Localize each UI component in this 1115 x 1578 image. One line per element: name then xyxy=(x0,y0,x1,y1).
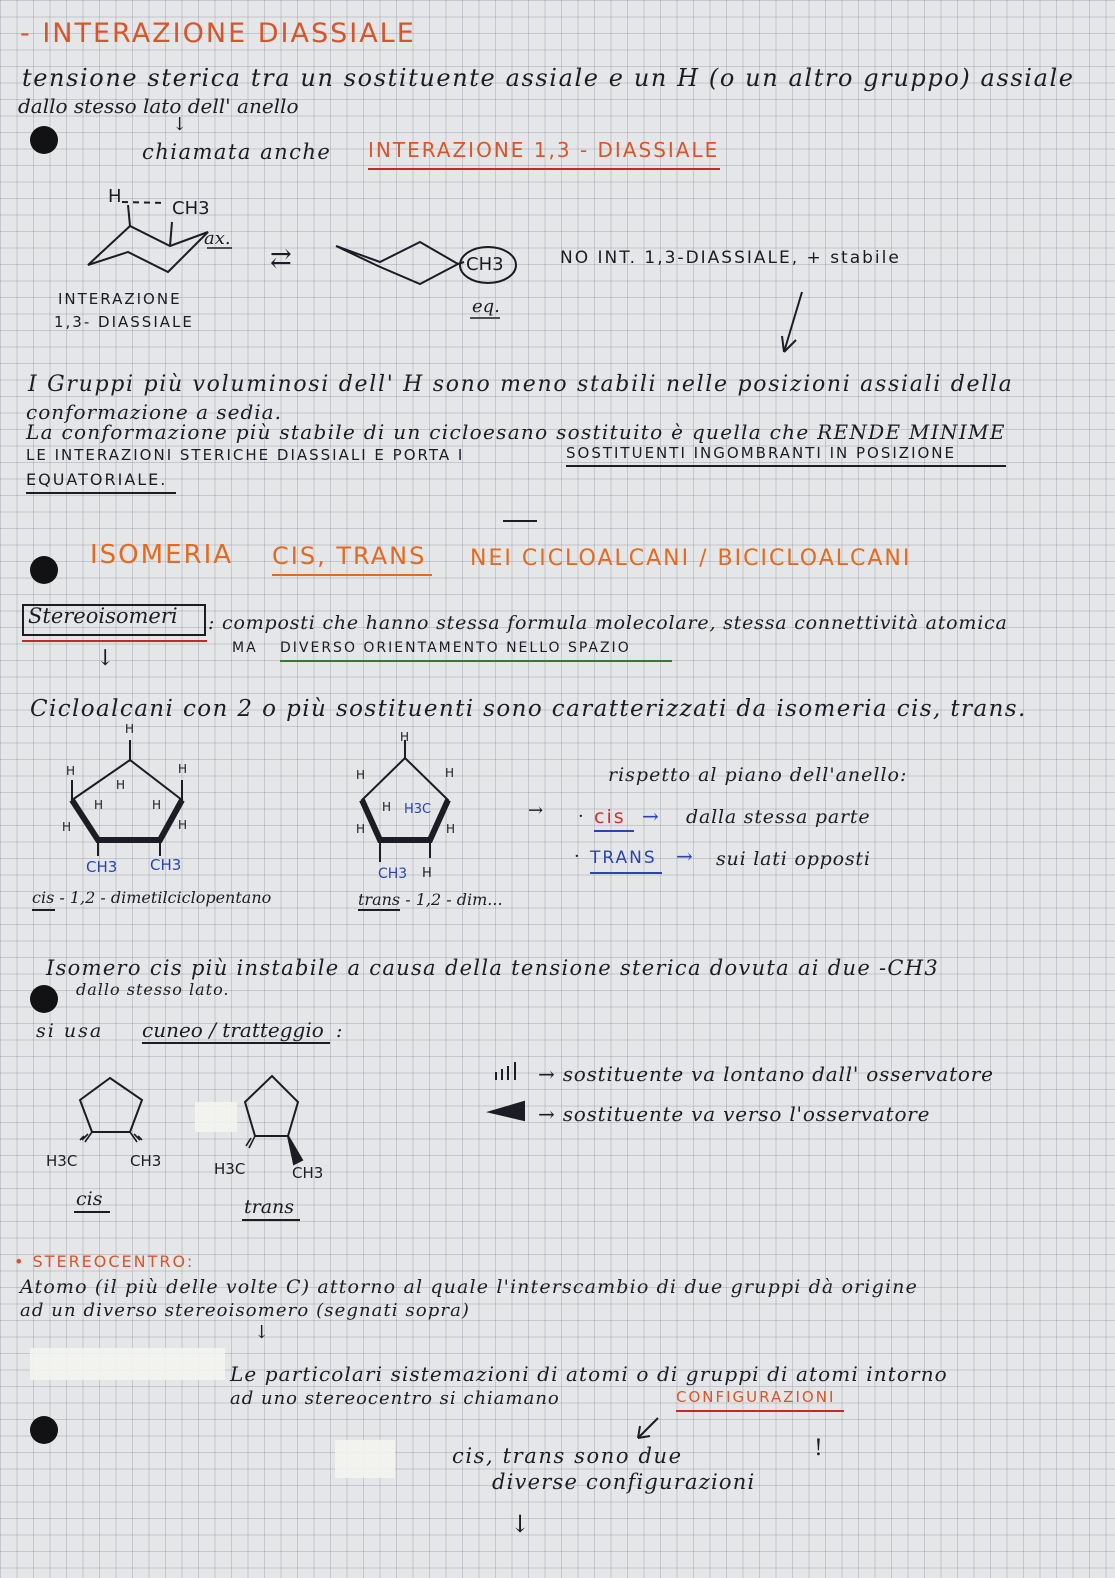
cis-trans-line-2: diverse configurazioni xyxy=(492,1470,756,1494)
equatorial-label: eq. xyxy=(472,296,500,317)
trans-ring-ch3: CH3 xyxy=(378,866,408,882)
stereoisomeri-definition: : composti che hanno stessa formula molecolare, stessa connettività atomica xyxy=(208,612,1008,634)
left-chair-label-2: 1,3- DIASSIALE xyxy=(54,313,194,331)
cis-ring-h-inner-left: H xyxy=(94,798,106,812)
trans-ring-h-top: H xyxy=(400,730,412,744)
cuneo-colon: : xyxy=(336,1020,343,1042)
trans-ring-h-inner: H xyxy=(382,800,394,814)
stereoisomeri-label: Stereoisomeri xyxy=(28,604,178,628)
section-title-cicloalcani: NEI CICLOALCANI / BICICLOALCANI xyxy=(470,546,912,571)
small-trans-ch3: CH3 xyxy=(292,1164,324,1182)
arrow-right-rispetto: → xyxy=(528,800,544,821)
wedge-description: → sostituente va verso l'osservatore xyxy=(538,1102,931,1126)
stereocentro-line-1: Atomo (il più delle volte C) attorno al quale l'interscambio di due gruppi dà origine xyxy=(20,1276,918,1298)
aka-term: INTERAZIONE 1,3 - DIASSIALE xyxy=(368,138,720,162)
cis-trans-line-1: cis, trans sono due xyxy=(452,1444,683,1468)
stereocentro-title: • STEREOCENTRO: xyxy=(14,1252,195,1271)
stereoisomeri-ma: MA xyxy=(232,640,258,656)
chair-h-label: H xyxy=(108,186,124,207)
isomero-cis-line-2: dallo stesso lato. xyxy=(76,980,230,999)
trans-ring-h-lower-right: H xyxy=(446,822,458,836)
chair-ch3-label: CH3 xyxy=(172,198,210,219)
stereocentro-arrow: ↓ xyxy=(254,1322,270,1343)
cis-arrow: → xyxy=(642,804,659,828)
cuneo-tratteggio: cuneo / tratteggio xyxy=(142,1018,324,1042)
cis-ring-h-inner-right: H xyxy=(152,798,164,812)
trans-bullet: · xyxy=(574,846,580,867)
cis-ring-h-left: H xyxy=(66,764,78,778)
trans-ring-caption: trans - 1,2 - dim... xyxy=(358,890,503,909)
trans-ring-h-lower-left: H xyxy=(356,822,368,836)
arrow-down-stereo: ↓ xyxy=(96,646,115,671)
trans-word: TRANS xyxy=(590,848,657,868)
trans-ring-h-bottom: H xyxy=(422,866,434,881)
cis-ring-h-right: H xyxy=(178,762,190,776)
small-trans-label: trans xyxy=(244,1196,295,1218)
axial-label: ax. xyxy=(204,228,231,249)
cis-ring-h-lower-right: H xyxy=(178,818,190,832)
configurazioni-term: CONFIGURAZIONI xyxy=(676,1388,836,1406)
aka-prefix: chiamata anche xyxy=(142,140,332,164)
definition-line-1: tensione sterica tra un sostituente assiale e un H (o un altro gruppo) assiale xyxy=(22,64,1075,92)
paragraph-2-line-2a: LE INTERAZIONI STERICHE DIASSIALI E PORTA I xyxy=(26,446,465,464)
configurazioni-line-2: ad uno stereocentro si chiamano xyxy=(230,1388,560,1409)
trans-description: sui lati opposti xyxy=(716,848,871,870)
rispetto-piano: rispetto al piano dell'anello: xyxy=(608,764,908,786)
cicloalcani-line: Cicloalcani con 2 o più sostituenti sono caratterizzati da isomeria cis, trans. xyxy=(30,696,1027,722)
hash-description: → sostituente va lontano dall' osservatore xyxy=(538,1062,994,1086)
small-cis-ch3: CH3 xyxy=(130,1152,162,1170)
definition-line-2: dallo stesso lato dell' anello xyxy=(18,94,299,118)
stereoisomeri-diverso: DIVERSO ORIENTAMENTO NELLO SPAZIO xyxy=(280,640,631,656)
paragraph-1-line-2: conformazione a sedia. xyxy=(26,400,282,424)
cis-ring-h-inner-top: H xyxy=(116,778,128,792)
trans-ring-h-right: H xyxy=(445,766,457,780)
no-interaction-note: NO INT. 1,3-DIASSIALE, + stabile xyxy=(560,248,901,268)
paragraph-2-line-3: EQUATORIALE. xyxy=(26,470,168,489)
cis-description: dalla stessa parte xyxy=(686,806,871,828)
paragraph-1-line-1: I Gruppi più voluminosi dell' H sono meno stabili nelle posizioni assiali della xyxy=(28,372,1014,397)
cis-ring-h-lower-left: H xyxy=(62,820,74,834)
final-arrow-down: ↓ xyxy=(510,1510,531,1538)
trans-arrow: → xyxy=(676,844,693,868)
stereocentro-line-2: ad un diverso stereoisomero (segnati sopra) xyxy=(20,1300,471,1321)
equilibrium-arrows: ⇄ xyxy=(270,244,292,274)
small-trans-h3c: H3C xyxy=(214,1160,246,1178)
arrow-down: ↓ xyxy=(172,114,188,135)
isomero-cis-line-1: Isomero cis più instabile a causa della tensione sterica dovuta ai due -CH3 xyxy=(46,956,940,980)
section-title-interazione-diassiale: - INTERAZIONE DIASSIALE xyxy=(20,18,416,49)
cis-ring-ch3-right: CH3 xyxy=(150,856,182,874)
paragraph-2-line-2b: SOSTITUENTI INGOMBRANTI IN POSIZIONE xyxy=(566,444,957,462)
exclamation-mark: ! xyxy=(814,1436,823,1461)
trans-ring-h3c-inner: H3C xyxy=(404,802,432,817)
small-cis-h3c: H3C xyxy=(46,1152,78,1170)
section-title-isomeria: ISOMERIA xyxy=(90,540,234,570)
paragraph-2-line-1: La conformazione più stabile di un cicloesano sostituito è quella che RENDE MINIME xyxy=(26,420,1006,444)
left-chair-label-1: INTERAZIONE xyxy=(58,290,182,308)
equatorial-ch3-label: CH3 xyxy=(466,254,504,275)
small-cis-label: cis xyxy=(76,1188,103,1210)
cis-word: cis xyxy=(594,806,626,828)
cis-ring-ch3-left: CH3 xyxy=(86,858,118,876)
cis-ring-caption: cis - 1,2 - dimetilciclopentano xyxy=(32,888,272,907)
si-usa: si usa xyxy=(36,1020,104,1042)
trans-ring-h-left: H xyxy=(356,768,368,782)
configurazioni-line-1: Le particolari sistemazioni di atomi o di gruppi di atomi intorno xyxy=(230,1362,948,1386)
cis-ring-h-top: H xyxy=(125,722,137,736)
cis-bullet: · xyxy=(578,806,584,827)
section-title-cis-trans: CIS, TRANS xyxy=(272,542,427,570)
